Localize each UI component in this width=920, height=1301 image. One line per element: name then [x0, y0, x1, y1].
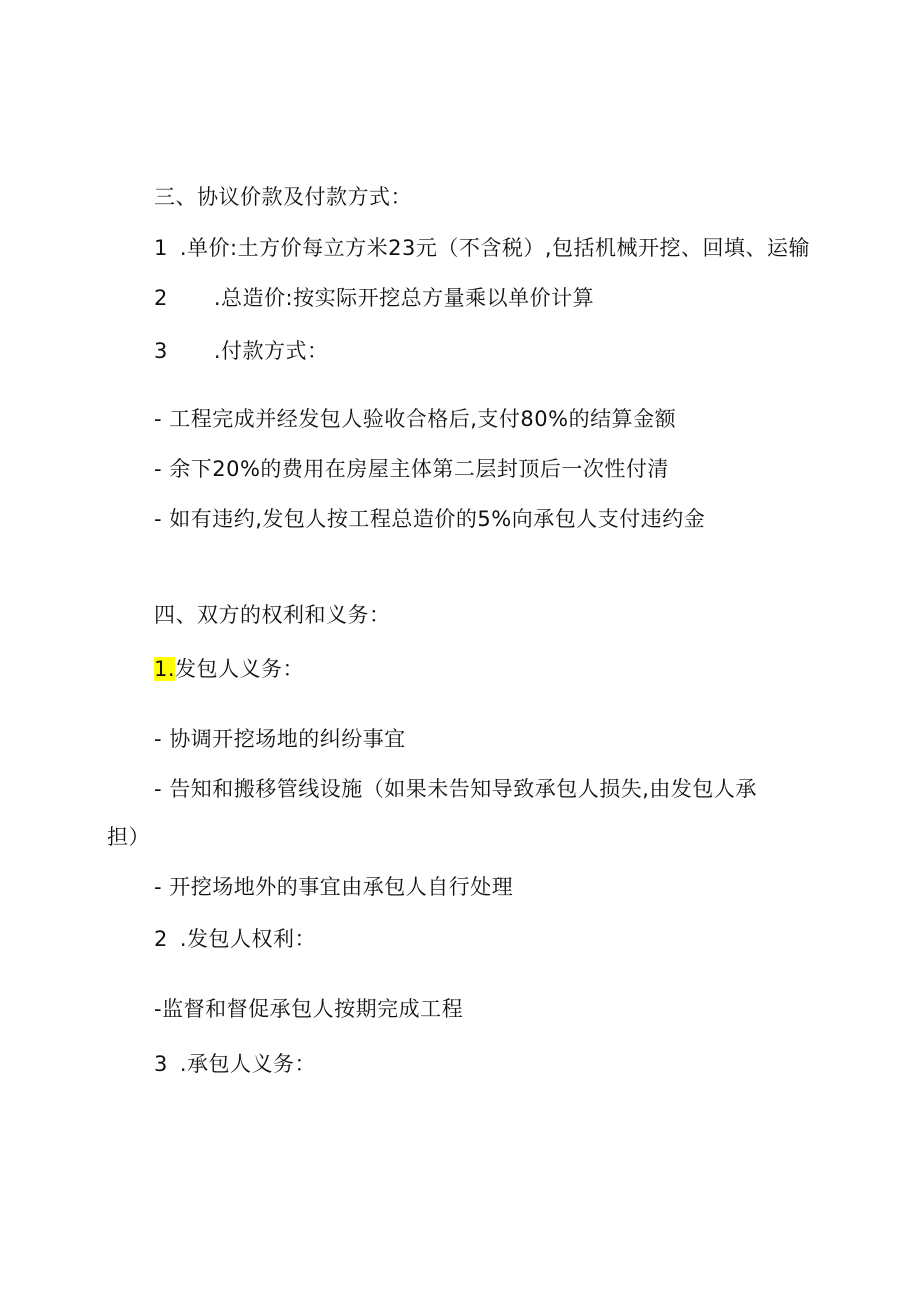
bullet-item: - 如有违约,发包人按工程总造价的5%向承包人支付违约金	[154, 507, 706, 531]
bullet-item: - 余下20%的费用在房屋主体第二层封顶后一次性付清	[154, 457, 669, 481]
item-number: 2	[154, 286, 168, 310]
section4-item-1	[154, 655, 304, 683]
bullet-item: - 开挖场地外的事宜由承包人自行处理	[154, 875, 514, 899]
item-number: 2	[154, 927, 168, 951]
section3-heading: 三、协议价款及付款方式：	[154, 185, 412, 209]
item-text: .发包人权利：	[179, 927, 317, 951]
section4-item-3	[154, 1050, 316, 1078]
item-text: 发包人义务：	[175, 657, 305, 681]
item-number: 1	[154, 236, 168, 260]
section3-item-2	[154, 284, 594, 312]
item-text: .付款方式：	[213, 339, 329, 363]
item-text: .承包人义务：	[179, 1052, 317, 1076]
section4-item-2	[154, 925, 316, 953]
item-number: 3	[154, 339, 168, 363]
item-number: 3	[154, 1052, 168, 1076]
highlighted-item-number: 1.	[154, 657, 176, 681]
section3-item-1	[154, 234, 810, 262]
item-text: .单价:土方价每立方米23元（不含税）,包括机械开挖、回填、运输	[179, 236, 811, 260]
section3-item-3	[154, 337, 329, 365]
bullet-item-continuation: 担）	[107, 825, 150, 849]
bullet-item: - 工程完成并经发包人验收合格后,支付80%的结算金额	[154, 407, 677, 431]
bullet-item: - 告知和搬移管线设施（如果未告知导致承包人损失,由发包人承	[154, 777, 757, 801]
item-text: .总造价:按实际开挖总方量乘以单价计算	[213, 286, 595, 310]
bullet-item: - 协调开挖场地的纠纷事宜	[154, 727, 406, 751]
bullet-item: -监督和督促承包人按期完成工程	[154, 997, 464, 1021]
section4-heading: 四、双方的权利和义务：	[154, 603, 391, 627]
